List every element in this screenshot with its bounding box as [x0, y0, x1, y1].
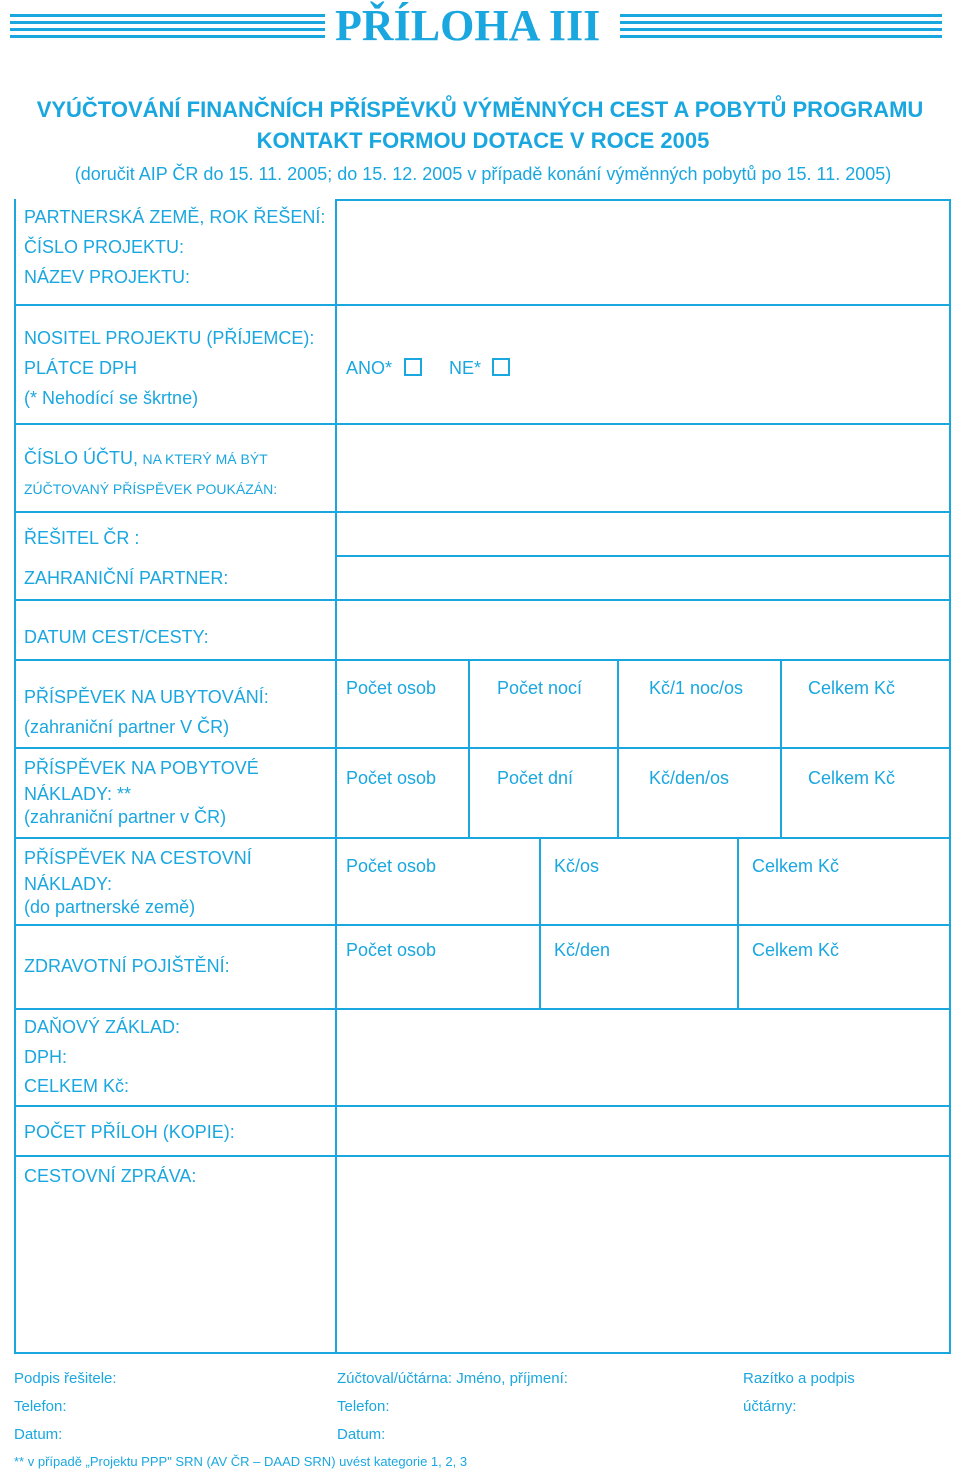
travel-col-total: Celkem Kč [752, 856, 840, 876]
vat-yes-checkbox[interactable] [404, 358, 422, 376]
insurance-col-rate: Kč/den [554, 940, 611, 960]
strike-note: (* Nehodící se škrtne) [24, 388, 199, 408]
deadline-note: (doručit AIP ČR do 15. 11. 2005; do 15. 12. 2005 v případě konání výměnných pobytů po 15. 11. 2005) [74, 164, 892, 184]
accommodation-title: PŘÍSPĚVEK NA UBYTOVÁNÍ: [24, 687, 269, 707]
accommodation-col-total: Celkem Kč [808, 678, 896, 698]
travel-subtitle: (do partnerské země) [24, 897, 196, 917]
tax-base-label: DAŇOVÝ ZÁKLAD: [24, 1017, 181, 1037]
account-label-small: NA KTERÝ MÁ BÝT [142, 451, 268, 467]
stay-subtitle: (zahraniční partner v ČR) [24, 807, 227, 827]
account-label-line2: ZÚČTOVANÝ PŘÍSPĚVEK POUKÁZÁN: [24, 481, 278, 497]
attachments-label: POČET PŘÍLOH (KOPIE): [24, 1122, 235, 1142]
project-holder-label: NOSITEL PROJEKTU (PŘÍJEMCE): [24, 328, 315, 348]
travel-report-label: CESTOVNÍ ZPRÁVA: [24, 1166, 197, 1186]
accommodation-col-nights: Počet nocí [497, 678, 583, 698]
researcher-label: ŘEŠITEL ČR : [24, 528, 140, 548]
vat-no-label: NE* [449, 358, 482, 378]
date-accountant-label: Datum: [337, 1426, 386, 1443]
stamp-signature-label: Razítko a podpis [743, 1370, 855, 1387]
footnote: ** v případě „Projektu PPP" SRN (AV ČR – DAAD SRN) uvést kategorie 1, 2, 3 [14, 1454, 468, 1469]
accommodation-col-rate: Kč/1 noc/os [649, 678, 744, 698]
stay-col-days: Počet dní [497, 768, 574, 788]
account-label [24, 449, 268, 469]
stamp-signature-label-2: účtárny: [743, 1398, 797, 1415]
total-label: CELKEM Kč: [24, 1076, 130, 1096]
insurance-title: ZDRAVOTNÍ POJIŠTĚNÍ: [24, 956, 230, 976]
insurance-col-total: Celkem Kč [752, 940, 840, 960]
stay-title-2: NÁKLADY: ** [24, 784, 132, 804]
heading-line-1: VYÚČTOVÁNÍ FINANČNÍCH PŘÍSPĚVKŮ VÝMĚNNÝCH CEST A POBYTŮ PROGRAMU [36, 97, 924, 122]
page-title: PŘÍLOHA III [335, 1, 601, 50]
insurance-col-persons: Počet osob [346, 940, 437, 960]
partner-country-label: PARTNERSKÁ ZEMĚ, ROK ŘEŠENÍ: [24, 207, 326, 227]
account-label-main: ČÍSLO ÚČTU, [24, 448, 139, 468]
vat-yes-label: ANO* [346, 358, 393, 378]
trip-date-label: DATUM CEST/CESTY: [24, 627, 209, 647]
project-number-label: ČÍSLO PROJEKTU: [24, 237, 185, 257]
date-researcher-label: Datum: [14, 1426, 63, 1443]
vat-payer-label: PLÁTCE DPH [24, 358, 138, 378]
accommodation-subtitle: (zahraniční partner V ČR) [24, 717, 230, 737]
phone-researcher-label: Telefon: [14, 1398, 67, 1415]
stay-col-persons: Počet osob [346, 768, 437, 788]
accountant-name-label: Zúčtoval/účtárna: Jméno, příjmení: [337, 1370, 568, 1387]
signature-researcher-label: Podpis řešitele: [14, 1370, 117, 1387]
vat-no-checkbox[interactable] [492, 358, 510, 376]
heading-line-2: KONTAKT FORMOU DOTACE V ROCE 2005 [256, 128, 710, 153]
stay-title-1: PŘÍSPĚVEK NA POBYTOVÉ [24, 758, 259, 778]
travel-title-1: PŘÍSPĚVEK NA CESTOVNÍ [24, 848, 252, 868]
phone-accountant-label: Telefon: [337, 1398, 390, 1415]
stay-col-rate: Kč/den/os [649, 768, 730, 788]
travel-title-2: NÁKLADY: [24, 874, 113, 894]
stay-col-total: Celkem Kč [808, 768, 896, 788]
foreign-partner-label: ZAHRANIČNÍ PARTNER: [24, 568, 229, 588]
accommodation-col-persons: Počet osob [346, 678, 437, 698]
travel-col-persons: Počet osob [346, 856, 437, 876]
project-name-label: NÁZEV PROJEKTU: [24, 267, 191, 287]
vat-label: DPH: [24, 1047, 68, 1067]
travel-col-rate: Kč/os [554, 856, 600, 876]
